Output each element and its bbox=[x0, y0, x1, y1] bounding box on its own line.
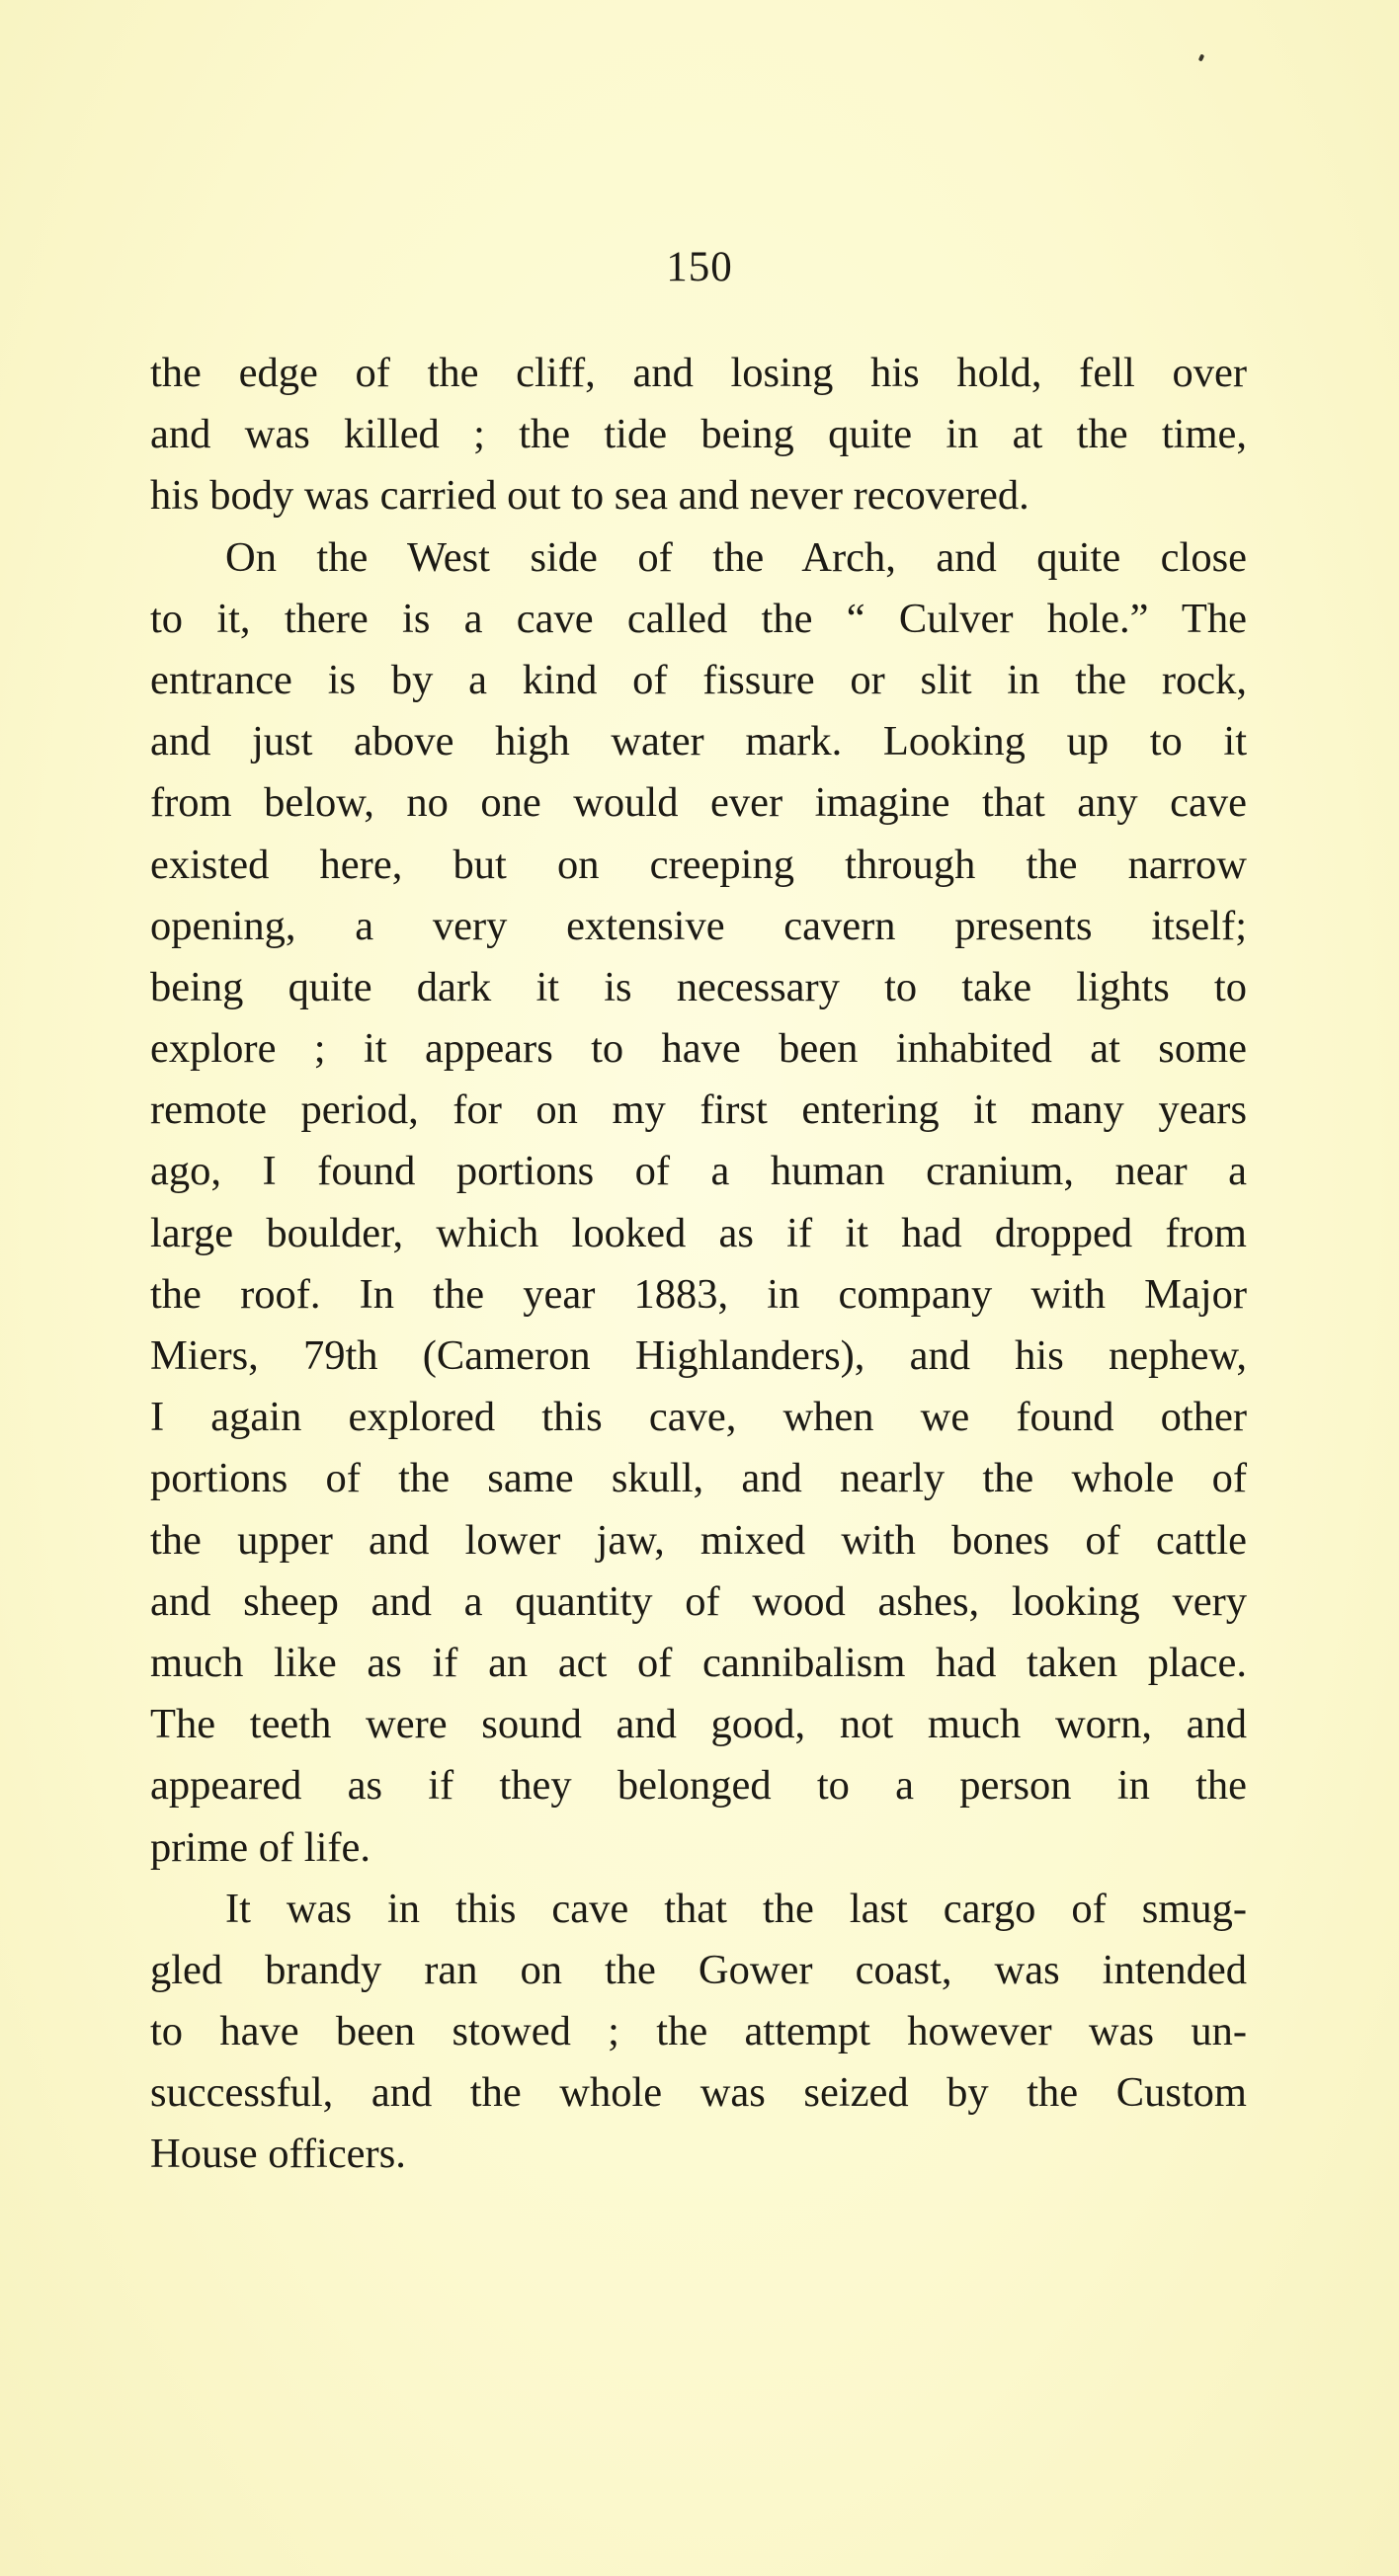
ink-speck bbox=[1198, 53, 1205, 61]
text-line: existed here, but on creeping through the narrow bbox=[150, 841, 1247, 888]
text-line: gled brandy ran on the Gower coast, was intended bbox=[150, 1946, 1247, 1993]
text-line: explore ; it appears to have been inhabited at some bbox=[150, 1025, 1247, 1073]
text-line: to it, there is a cave called the “ Culver hole.” The bbox=[150, 595, 1247, 642]
text-line: On the West side of the Arch, and quite close bbox=[225, 533, 1247, 581]
text-line: entrance is by a kind of fissure or slit in the rock, bbox=[150, 656, 1247, 703]
text-line: opening, a very extensive cavern presents itself; bbox=[150, 902, 1247, 949]
text-line: and just above high water mark. Looking up to it bbox=[150, 718, 1247, 765]
text-line: House officers. bbox=[150, 2131, 406, 2178]
text-line: much like as if an act of cannibalism had taken place. bbox=[150, 1639, 1247, 1686]
text-line: from below, no one would ever imagine that any cave bbox=[150, 779, 1247, 827]
text-line: ago, I found portions of a human cranium, near a bbox=[150, 1148, 1247, 1195]
text-line: his body was carried out to sea and never recovered. bbox=[150, 472, 1029, 520]
text-line: being quite dark it is necessary to take lights to bbox=[150, 963, 1247, 1010]
text-line: large boulder, which looked as if it had dropped from bbox=[150, 1209, 1247, 1256]
text-line: I again explored this cave, when we found other bbox=[150, 1394, 1247, 1441]
text-line: the roof. In the year 1883, in company with Major bbox=[150, 1270, 1247, 1318]
text-line: the upper and lower jaw, mixed with bones of cattle bbox=[150, 1516, 1247, 1564]
text-line: successful, and the whole was seized by the Custom bbox=[150, 2069, 1247, 2117]
text-line: the edge of the cliff, and losing his hold, fell over bbox=[150, 350, 1247, 396]
page-number: 150 bbox=[666, 244, 733, 290]
text-line: Miers, 79th (Cameron Highlanders), and his nephew, bbox=[150, 1332, 1247, 1379]
text-line: portions of the same skull, and nearly the whole of bbox=[150, 1455, 1247, 1502]
text-line: appeared as if they belonged to a person in the bbox=[150, 1762, 1247, 1810]
text-line: The teeth were sound and good, not much worn, and bbox=[150, 1701, 1247, 1748]
text-line: and was killed ; the tide being quite in at the time, bbox=[150, 411, 1247, 458]
text-line: It was in this cave that the last cargo of smug- bbox=[225, 1885, 1247, 1932]
body-text bbox=[150, 343, 1247, 2186]
text-line: to have been stowed ; the attempt however was un- bbox=[150, 2008, 1247, 2055]
text-line: and sheep and a quantity of wood ashes, looking very bbox=[150, 1577, 1247, 1625]
text-line: remote period, for on my first entering it many years bbox=[150, 1087, 1247, 1134]
text-line: prime of life. bbox=[150, 1823, 371, 1871]
